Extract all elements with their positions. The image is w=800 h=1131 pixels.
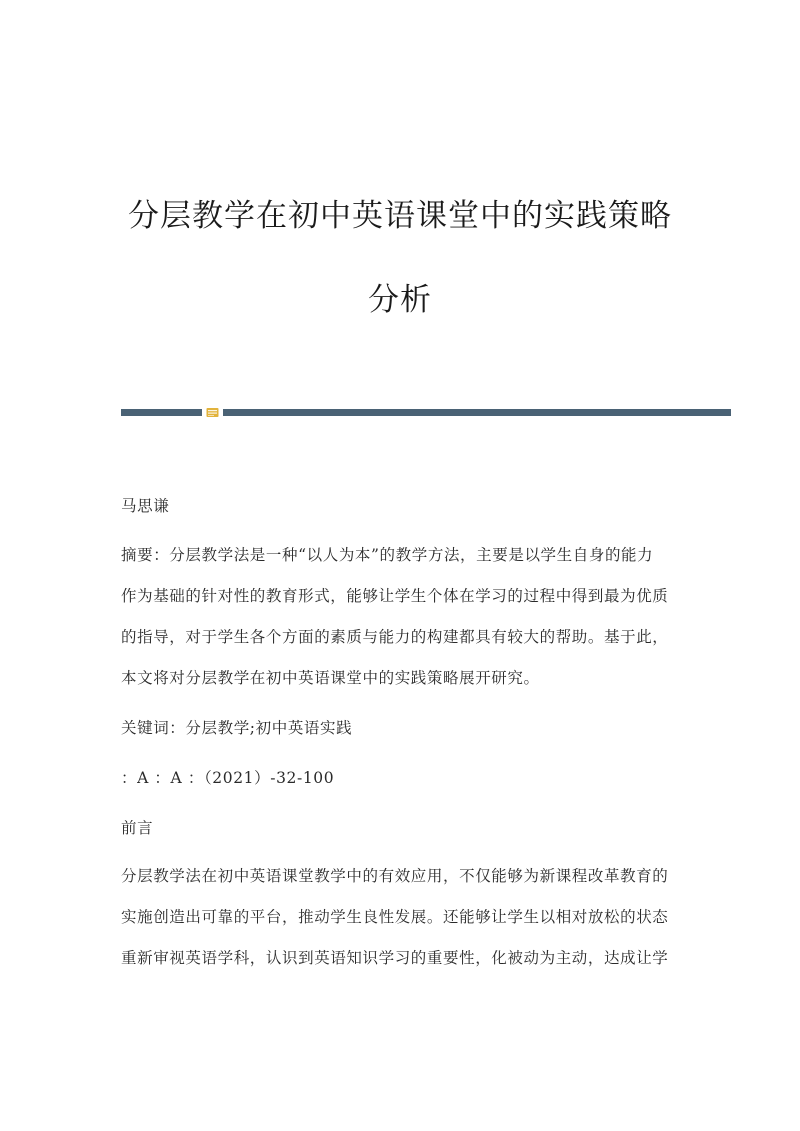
classification-line: ：A ：A ：（2021）-32-100	[121, 769, 335, 787]
preface-line-1: 分层教学法在初中英语课堂教学中的有效应用，不仅能够为新课程改革教育的	[121, 867, 669, 885]
title-divider	[121, 409, 731, 417]
abstract-line-1: 摘要：分层教学法是一种“以人为本”的教学方法，主要是以学生自身的能力	[121, 546, 654, 564]
divider-bar-right	[223, 409, 731, 416]
book-emblem-icon	[206, 407, 219, 418]
preface-line-2: 实施创造出可靠的平台，推动学生良性发展。还能够让学生以相对放松的状态	[121, 908, 669, 926]
keywords: 关键词：分层教学;初中英语实践	[121, 719, 353, 737]
preface-line-3: 重新审视英语学科，认识到英语知识学习的重要性，化被动为主动，达成让学	[121, 949, 669, 967]
document-title-line-2: 分析	[368, 282, 432, 318]
abstract-line-4: 本文将对分层教学在初中英语课堂中的实践策略展开研究。	[121, 669, 540, 687]
author-name: 马思谦	[121, 497, 170, 515]
abstract-line-3: 的指导，对于学生各个方面的素质与能力的构建都具有较大的帮助。基于此，	[121, 628, 669, 646]
document-title-line-1: 分层教学在初中英语课堂中的实践策略	[128, 198, 672, 234]
abstract-line-2: 作为基础的针对性的教育形式，能够让学生个体在学习的过程中得到最为优质	[121, 587, 669, 605]
preface-heading: 前言	[121, 819, 154, 837]
divider-bar-left	[121, 409, 202, 416]
